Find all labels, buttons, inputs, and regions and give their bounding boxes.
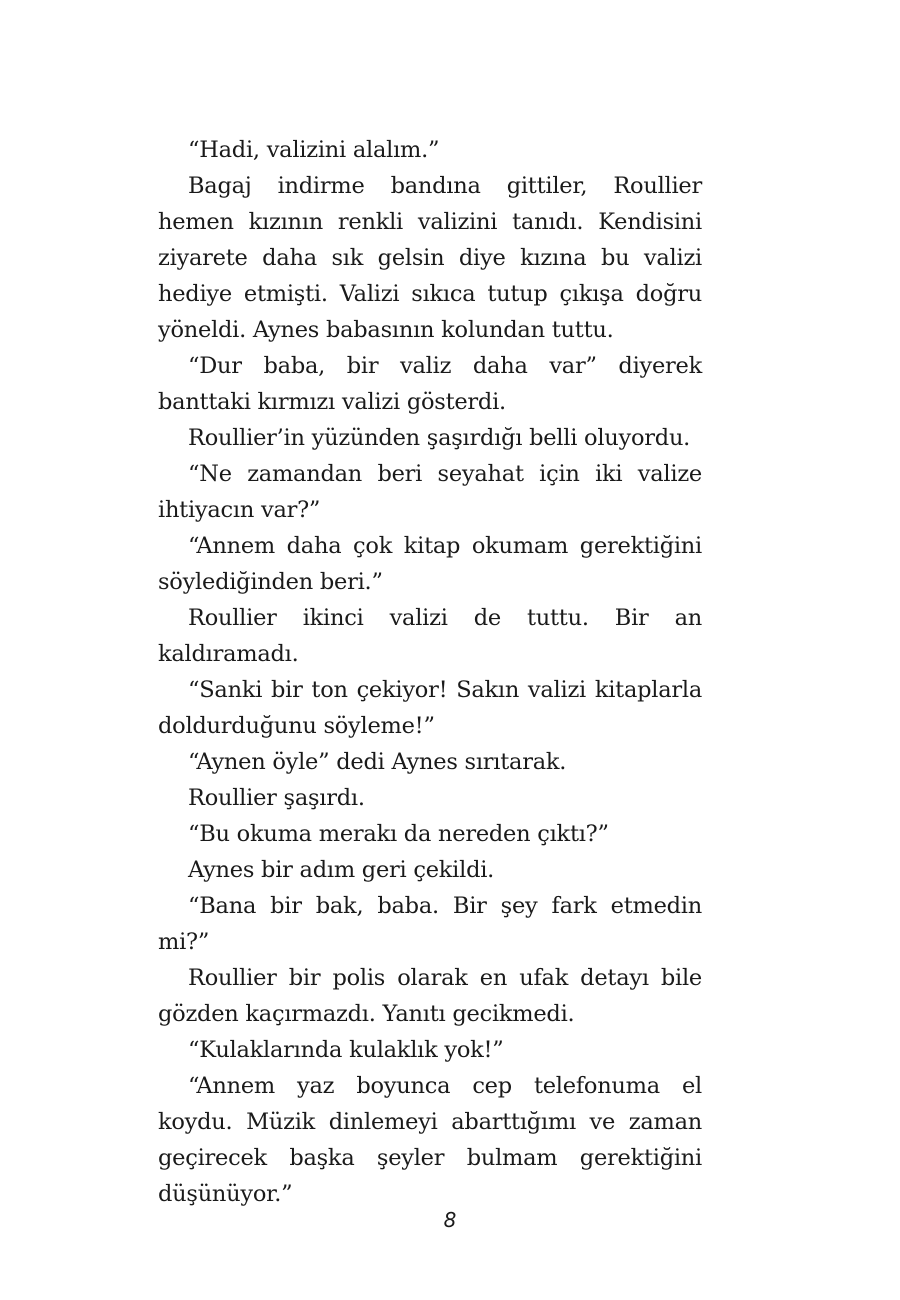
paragraph-9: “Aynen öyle” dedi Aynes sırıtarak.	[188, 749, 567, 775]
body-text	[158, 132, 702, 1212]
paragraph-4: Roullier’in yüzünden şaşırdığı belli oluyordu.	[188, 425, 691, 451]
paragraph-13: “Bana bir bak, baba. Bir şey fark etmedin mi?”	[158, 893, 702, 955]
paragraph-6: “Annem daha çok kitap okumam gerektiğini söylediğinden beri.”	[158, 533, 702, 595]
paragraph-2: Bagaj indirme bandına gittiler, Roullier hemen kızının renkli valizini tanıdı. Kendisini ziyarete daha sık gelsin diye kızına bu valizi hediye etmişti. Valizi sıkıca tutup çıkışa doğru yöneldi. Aynes babasının kolundan tuttu.	[158, 173, 702, 343]
paragraph-1: “Hadi, valizini alalım.”	[188, 137, 440, 163]
paragraph-7: Roullier ikinci valizi de tuttu. Bir an kaldıramadı.	[158, 605, 702, 667]
paragraph-16: “Annem yaz boyunca cep telefonuma el koydu. Müzik dinlemeyi abarttığımı ve zaman geçirecek başka şeyler bulmam gerektiğini düşünüyor.”	[158, 1073, 702, 1207]
paragraph-14: Roullier bir polis olarak en ufak detayı bile gözden kaçırmazdı. Yanıtı gecikmedi.	[158, 965, 702, 1027]
paragraph-10: Roullier şaşırdı.	[188, 785, 365, 811]
paragraph-12: Aynes bir adım geri çekildi.	[188, 857, 495, 883]
paragraph-5: “Ne zamandan beri seyahat için iki valize ihtiyacın var?”	[158, 461, 702, 523]
paragraph-11: “Bu okuma merakı da nereden çıktı?”	[188, 821, 609, 847]
page-number: 8	[443, 1208, 457, 1232]
paragraph-15: “Kulaklarında kulaklık yok!”	[188, 1037, 504, 1063]
paragraph-3: “Dur baba, bir valiz daha var” diyerek banttaki kırmızı valizi gösterdi.	[158, 353, 702, 415]
paragraph-8: “Sanki bir ton çekiyor! Sakın valizi kitaplarla doldurduğunu söyleme!”	[158, 677, 702, 739]
